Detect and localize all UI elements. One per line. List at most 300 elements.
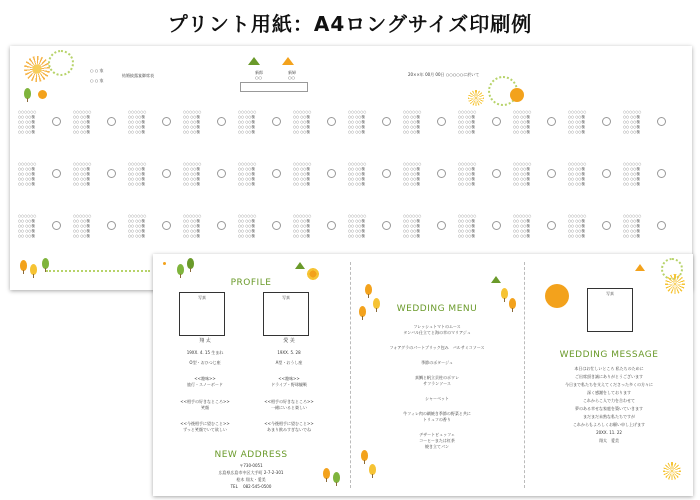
message-line: 夢のある幸せな家庭を築いていきます — [575, 406, 643, 411]
guest-table — [513, 110, 553, 140]
guest-name: ○○ ○○様 — [623, 182, 640, 186]
guest-name: ○○ ○○様 — [458, 120, 475, 124]
photo-label: 写真 — [282, 295, 290, 300]
guest-name: ○○ ○○様 — [348, 167, 365, 171]
guest-name: ○○ ○○様 — [128, 172, 145, 176]
table-name: ○○○○○○ — [348, 110, 367, 114]
guest-table — [183, 162, 223, 192]
guest-name: ○○ ○○様 — [348, 219, 365, 223]
guest-name: ○○ ○○様 — [128, 224, 145, 228]
table-name: ○○○○○○ — [513, 214, 532, 218]
guest-table — [403, 110, 443, 140]
guest-name: ○○ ○○様 — [73, 229, 90, 233]
guest-name: ○○ ○○様 — [568, 130, 585, 134]
table-circle — [437, 169, 446, 178]
message-title: WEDDING MESSAGE — [559, 350, 659, 360]
guest-name: ○○ ○○様 — [183, 172, 200, 176]
flower-decoration — [468, 90, 484, 106]
bride-photo-frame — [263, 292, 309, 336]
guest-name: ○○ ○○様 — [183, 229, 200, 233]
bride-like-title: <<相手の好きなところ>> — [264, 399, 314, 404]
table-name: ○○○○○○ — [403, 214, 422, 218]
guest-name: ○○ ○○様 — [18, 125, 35, 129]
table-name: ○○○○○○ — [623, 110, 642, 114]
table-circle — [162, 169, 171, 178]
table-circle — [492, 221, 501, 230]
guest-name: ○○ ○○様 — [18, 182, 35, 186]
guest-name: ○○ ○○様 — [458, 130, 475, 134]
table-circle — [437, 221, 446, 230]
guest-name: ○○ ○○様 — [183, 234, 200, 238]
table-name: ○○○○○○ — [238, 110, 257, 114]
guest-name: ○○ ○○様 — [458, 115, 475, 119]
guest-name: ○○ ○○様 — [568, 224, 585, 228]
dotted-line-decoration — [46, 270, 150, 274]
guest-name: ○○ ○○様 — [293, 234, 310, 238]
main-table-box — [240, 82, 308, 92]
family-label-1: ○ ○ 家 — [90, 68, 104, 73]
guest-name: ○○ ○○様 — [458, 167, 475, 171]
guest-name: ○○ ○○様 — [513, 219, 530, 223]
table-name: ○○○○○○ — [458, 110, 477, 114]
guest-name: ○○ ○○様 — [238, 224, 255, 228]
table-name: ○○○○○○ — [568, 214, 587, 218]
guest-name: ○○ ○○様 — [403, 120, 420, 124]
guest-name: ○○ ○○様 — [183, 130, 200, 134]
guest-name: ○○ ○○様 — [293, 120, 310, 124]
table-circle — [217, 221, 226, 230]
table-circle — [602, 221, 611, 230]
table-name: ○○○○○○ — [568, 110, 587, 114]
table-circle — [492, 169, 501, 178]
guest-name: ○○ ○○様 — [238, 115, 255, 119]
message-line: ご出席頂き誠にありがとうございます — [575, 374, 643, 379]
bride-name: ○○ — [288, 75, 295, 80]
flower-decoration — [24, 56, 50, 82]
table-name: ○○○○○○ — [348, 214, 367, 218]
table-circle — [602, 117, 611, 126]
table-name: ○○○○○○ — [238, 162, 257, 166]
guest-name: ○○ ○○様 — [183, 224, 200, 228]
table-name: ○○○○○○ — [293, 110, 312, 114]
guest-table — [73, 110, 113, 140]
guest-table — [623, 162, 663, 192]
guest-table — [18, 110, 58, 140]
guest-name: ○○ ○○様 — [458, 125, 475, 129]
guest-name: ○○ ○○様 — [513, 120, 530, 124]
guest-name: ○○ ○○様 — [568, 167, 585, 171]
guest-name: ○○ ○○様 — [73, 120, 90, 124]
guest-name: ○○ ○○様 — [568, 115, 585, 119]
table-name: ○○○○○○ — [293, 214, 312, 218]
guest-name: ○○ ○○様 — [403, 167, 420, 171]
guest-name: ○○ ○○様 — [623, 125, 640, 129]
tree-icon — [333, 472, 340, 483]
table-circle — [52, 169, 61, 178]
orange-dot — [38, 90, 47, 99]
menu-item: 季節のポタージュ — [421, 360, 453, 365]
table-name: ○○○○○○ — [458, 214, 477, 218]
flower-decoration — [665, 274, 685, 294]
guest-name: ○○ ○○様 — [348, 115, 365, 119]
guest-name: ○○ ○○様 — [238, 167, 255, 171]
guest-table — [458, 162, 498, 192]
guest-table — [293, 214, 333, 244]
tree-icon — [369, 464, 376, 475]
bird-icon — [635, 264, 645, 271]
menu-item: デザートビュッフェ — [419, 432, 455, 437]
guest-name: ○○ ○○様 — [403, 125, 420, 129]
guest-name: ○○ ○○様 — [568, 219, 585, 223]
guest-name: ○○ ○○様 — [128, 177, 145, 181]
table-name: ○○○○○○ — [513, 110, 532, 114]
guest-name: ○○ ○○様 — [568, 172, 585, 176]
guest-name: ○○ ○○様 — [568, 177, 585, 181]
guest-name: ○○ ○○様 — [128, 229, 145, 233]
flower-decoration — [48, 50, 74, 76]
guest-name: ○○ ○○様 — [513, 172, 530, 176]
guest-name: ○○ ○○様 — [348, 182, 365, 186]
guest-name: ○○ ○○様 — [458, 224, 475, 228]
groom-like: 笑顔 — [201, 405, 209, 410]
guest-table — [348, 214, 388, 244]
guest-name: ○○ ○○様 — [293, 115, 310, 119]
message-line: 今日まで私たちを支えてくださった多くの方々に — [565, 382, 653, 387]
guest-name: ○○ ○○様 — [623, 234, 640, 238]
guest-name: ○○ ○○様 — [348, 125, 365, 129]
groom-future: ずっと笑顔でいて欲しい — [183, 427, 227, 432]
tree-icon — [30, 264, 37, 275]
guest-name: ○○ ○○様 — [18, 229, 35, 233]
guest-name: ○○ ○○様 — [73, 172, 90, 176]
menu-panel — [351, 254, 523, 496]
guest-table — [293, 162, 333, 192]
table-name: ○○○○○○ — [73, 110, 92, 114]
guest-name: ○○ ○○様 — [238, 125, 255, 129]
message-line: 20XX. 11. 22 — [596, 430, 622, 435]
tree-icon — [20, 260, 27, 271]
groom-name: ○○ — [255, 75, 262, 80]
guest-name: ○○ ○○様 — [183, 125, 200, 129]
table-name: ○○○○○○ — [73, 162, 92, 166]
guest-name: ○○ ○○様 — [348, 224, 365, 228]
guest-name: ○○ ○○様 — [403, 115, 420, 119]
guest-table — [403, 214, 443, 244]
menu-item: トリュフの香り — [423, 417, 451, 422]
guest-name: ○○ ○○様 — [513, 167, 530, 171]
table-circle — [272, 169, 281, 178]
guest-name: ○○ ○○様 — [403, 130, 420, 134]
table-name: ○○○○○○ — [183, 162, 202, 166]
guest-name: ○○ ○○様 — [293, 172, 310, 176]
bride-label: 新婦 — [288, 70, 296, 75]
guest-name: ○○ ○○様 — [18, 234, 35, 238]
guest-table — [403, 162, 443, 192]
groom-hobby: 旅行・スノーボード — [187, 382, 223, 387]
flower-decoration — [663, 462, 681, 480]
message-line: これからもよろしくお願い申し上げます — [573, 422, 645, 427]
table-name: ○○○○○○ — [568, 162, 587, 166]
table-name: ○○○○○○ — [183, 214, 202, 218]
message-panel — [525, 254, 693, 496]
guest-name: ○○ ○○様 — [623, 224, 640, 228]
guest-name: ○○ ○○様 — [73, 115, 90, 119]
guest-name: ○○ ○○様 — [128, 234, 145, 238]
address-line: 桧木 翔太・愛美 — [236, 477, 266, 482]
guest-name: ○○ ○○様 — [293, 177, 310, 181]
table-circle — [327, 169, 336, 178]
guest-name: ○○ ○○様 — [623, 115, 640, 119]
orange-dot — [545, 284, 569, 308]
guest-name: ○○ ○○様 — [293, 224, 310, 228]
tree-icon — [361, 450, 368, 461]
table-name: ○○○○○○ — [403, 110, 422, 114]
guest-name: ○○ ○○様 — [73, 224, 90, 228]
table-circle — [382, 221, 391, 230]
guest-name: ○○ ○○様 — [73, 219, 90, 223]
guest-name: ○○ ○○様 — [403, 182, 420, 186]
table-circle — [547, 117, 556, 126]
guest-name: ○○ ○○様 — [18, 219, 35, 223]
guest-name: ○○ ○○様 — [238, 177, 255, 181]
menu-title: WEDDING MENU — [396, 304, 478, 314]
message-line: これからこ人で力を合わせて — [583, 398, 635, 403]
guest-name: ○○ ○○様 — [238, 120, 255, 124]
guest-name: ○○ ○○様 — [403, 234, 420, 238]
guest-name: ○○ ○○様 — [513, 115, 530, 119]
guest-name: ○○ ○○様 — [128, 115, 145, 119]
guest-name: ○○ ○○様 — [348, 130, 365, 134]
table-circle — [217, 117, 226, 126]
guest-name: ○○ ○○様 — [513, 224, 530, 228]
photo-label: 写真 — [606, 291, 614, 296]
guest-name: ○○ ○○様 — [73, 182, 90, 186]
bride-birth: 19XX. 5. 28 — [277, 350, 301, 355]
table-circle — [657, 117, 666, 126]
guest-name: ○○ ○○様 — [128, 125, 145, 129]
groom-blood: O型・おひつじ座 — [189, 360, 221, 365]
address-line: 〒730-0051 — [239, 463, 263, 468]
guest-name: ○○ ○○様 — [458, 234, 475, 238]
groom-future-title: <<今後相手に望むこと>> — [180, 421, 230, 426]
message-line: 翔太 愛美 — [599, 438, 619, 443]
bride-name: 愛 美 — [283, 338, 295, 344]
guest-name: ○○ ○○様 — [73, 177, 90, 181]
guest-name: ○○ ○○様 — [18, 172, 35, 176]
guest-table — [18, 162, 58, 192]
menu-item: サフランソース — [423, 381, 451, 386]
guest-name: ○○ ○○様 — [293, 130, 310, 134]
menu-item: タンバル仕立てと海の幸のマリアジュ — [403, 330, 471, 335]
table-name: ○○○○○○ — [623, 214, 642, 218]
table-circle — [382, 117, 391, 126]
guest-name: ○○ ○○様 — [623, 120, 640, 124]
guest-name: ○○ ○○様 — [403, 219, 420, 223]
guest-table — [128, 162, 168, 192]
guest-name: ○○ ○○様 — [183, 167, 200, 171]
guest-name: ○○ ○○様 — [73, 234, 90, 238]
tree-icon — [187, 258, 194, 269]
menu-item: 牛フィレ肉の網焼き季節の野菜と共に — [403, 411, 471, 416]
bird-icon — [295, 262, 305, 269]
groom-label: 新郎 — [255, 70, 263, 75]
tree-icon — [365, 284, 372, 295]
table-circle — [52, 221, 61, 230]
guest-name: ○○ ○○様 — [238, 219, 255, 223]
guest-name: ○○ ○○様 — [403, 177, 420, 181]
table-name: ○○○○○○ — [18, 214, 37, 218]
table-name: ○○○○○○ — [183, 110, 202, 114]
profile-panel — [153, 254, 349, 496]
table-name: ○○○○○○ — [348, 162, 367, 166]
guest-name: ○○ ○○様 — [293, 229, 310, 233]
guest-name: ○○ ○○様 — [18, 130, 35, 134]
guest-table — [568, 214, 608, 244]
guest-table — [513, 162, 553, 192]
guest-name: ○○ ○○様 — [403, 229, 420, 233]
bird-icon — [491, 276, 501, 283]
table-name: ○○○○○○ — [623, 162, 642, 166]
table-name: ○○○○○○ — [403, 162, 422, 166]
guest-name: ○○ ○○様 — [18, 167, 35, 171]
menu-item: フレッシュトマトのムース — [413, 324, 461, 329]
seating-subtitle: 結婚披露宴御席表 — [122, 73, 154, 78]
guest-table — [348, 110, 388, 140]
guest-name: ○○ ○○様 — [568, 229, 585, 233]
message-line: 深く感謝をしております — [587, 390, 631, 395]
groom-birth: 19XX. 4. 15 生まれ — [186, 350, 224, 355]
menu-item: フォアグラのパートブリック包み バルサミコソース — [389, 345, 485, 350]
guest-table — [238, 110, 278, 140]
bride-hobby-title: <<趣味>> — [278, 376, 300, 381]
groom-like-title: <<相手の好きなところ>> — [180, 399, 230, 404]
table-circle — [657, 169, 666, 178]
guest-name: ○○ ○○様 — [568, 120, 585, 124]
photo-label: 写真 — [198, 295, 206, 300]
guest-name: ○○ ○○様 — [623, 167, 640, 171]
message-line: 本日はお忙しいところ 私たちのために — [574, 366, 644, 371]
message-line: まだまだ未熟な私たちですが — [583, 414, 635, 419]
guest-table — [183, 110, 223, 140]
table-name: ○○○○○○ — [128, 214, 147, 218]
guest-name: ○○ ○○様 — [513, 234, 530, 238]
table-name: ○○○○○○ — [18, 162, 37, 166]
guest-name: ○○ ○○様 — [513, 182, 530, 186]
guest-name: ○○ ○○様 — [238, 182, 255, 186]
guest-name: ○○ ○○様 — [18, 224, 35, 228]
guest-name: ○○ ○○様 — [128, 219, 145, 223]
address-line: TEL 082-545-0500 — [230, 484, 272, 489]
couple-photo-frame — [587, 288, 633, 332]
guest-name: ○○ ○○様 — [458, 182, 475, 186]
tree-icon — [501, 288, 508, 299]
table-circle — [382, 169, 391, 178]
guest-name: ○○ ○○様 — [238, 130, 255, 134]
table-circle — [107, 169, 116, 178]
guest-name: ○○ ○○様 — [568, 182, 585, 186]
guest-table — [623, 110, 663, 140]
guest-name: ○○ ○○様 — [183, 120, 200, 124]
table-circle — [52, 117, 61, 126]
guest-table — [348, 162, 388, 192]
guest-name: ○○ ○○様 — [73, 125, 90, 129]
guest-name: ○○ ○○様 — [73, 167, 90, 171]
guest-name: ○○ ○○様 — [128, 167, 145, 171]
guest-table — [18, 214, 58, 244]
address-line: 広島県広島市中区大手町 2-7-2-301 — [218, 470, 284, 475]
guest-name: ○○ ○○様 — [348, 120, 365, 124]
guest-name: ○○ ○○様 — [293, 219, 310, 223]
guest-name: ○○ ○○様 — [238, 172, 255, 176]
guest-table — [128, 214, 168, 244]
guest-name: ○○ ○○様 — [348, 172, 365, 176]
program-sheet — [153, 254, 693, 496]
groom-photo-frame — [179, 292, 225, 336]
guest-name: ○○ ○○様 — [73, 130, 90, 134]
guest-name: ○○ ○○様 — [293, 125, 310, 129]
guest-name: ○○ ○○様 — [403, 172, 420, 176]
guest-name: ○○ ○○様 — [568, 125, 585, 129]
guest-name: ○○ ○○様 — [238, 229, 255, 233]
guest-name: ○○ ○○様 — [513, 229, 530, 233]
table-circle — [162, 221, 171, 230]
bird-icon — [282, 57, 294, 65]
guest-table — [458, 110, 498, 140]
table-circle — [327, 117, 336, 126]
guest-table — [238, 162, 278, 192]
guest-name: ○○ ○○様 — [183, 115, 200, 119]
table-circle — [272, 221, 281, 230]
table-circle — [547, 169, 556, 178]
guest-name: ○○ ○○様 — [128, 182, 145, 186]
page-title: プリント用紙：A4ロングサイズ印刷例 — [167, 12, 533, 36]
tree-icon — [177, 264, 184, 275]
table-circle — [217, 169, 226, 178]
table-name: ○○○○○○ — [458, 162, 477, 166]
guest-name: ○○ ○○様 — [348, 234, 365, 238]
menu-item: シャーベット — [425, 396, 449, 401]
guest-name: ○○ ○○様 — [513, 177, 530, 181]
table-name: ○○○○○○ — [513, 162, 532, 166]
table-circle — [327, 221, 336, 230]
guest-name: ○○ ○○様 — [568, 234, 585, 238]
tree-icon — [24, 88, 31, 99]
table-name: ○○○○○○ — [128, 162, 147, 166]
profile-title: PROFILE — [230, 278, 272, 288]
guest-table — [568, 162, 608, 192]
guest-name: ○○ ○○様 — [458, 177, 475, 181]
guest-name: ○○ ○○様 — [18, 177, 35, 181]
tree-icon — [323, 468, 330, 479]
event-date-text: 20××年 00月 00日 ○○○○○に於いて — [408, 72, 480, 77]
guest-table — [623, 214, 663, 244]
orange-dot — [510, 88, 524, 102]
bride-future-title: <<今後相手に望むこと>> — [264, 421, 314, 426]
guest-name: ○○ ○○様 — [18, 115, 35, 119]
guest-table — [293, 110, 333, 140]
guest-table — [513, 214, 553, 244]
guest-name: ○○ ○○様 — [513, 125, 530, 129]
guest-name: ○○ ○○様 — [183, 177, 200, 181]
guest-name: ○○ ○○様 — [293, 182, 310, 186]
guest-table — [73, 162, 113, 192]
guest-name: ○○ ○○様 — [18, 120, 35, 124]
guest-table — [238, 214, 278, 244]
bride-like: 一緒にいると楽しい — [271, 405, 307, 410]
table-circle — [602, 169, 611, 178]
table-name: ○○○○○○ — [238, 214, 257, 218]
table-name: ○○○○○○ — [73, 214, 92, 218]
